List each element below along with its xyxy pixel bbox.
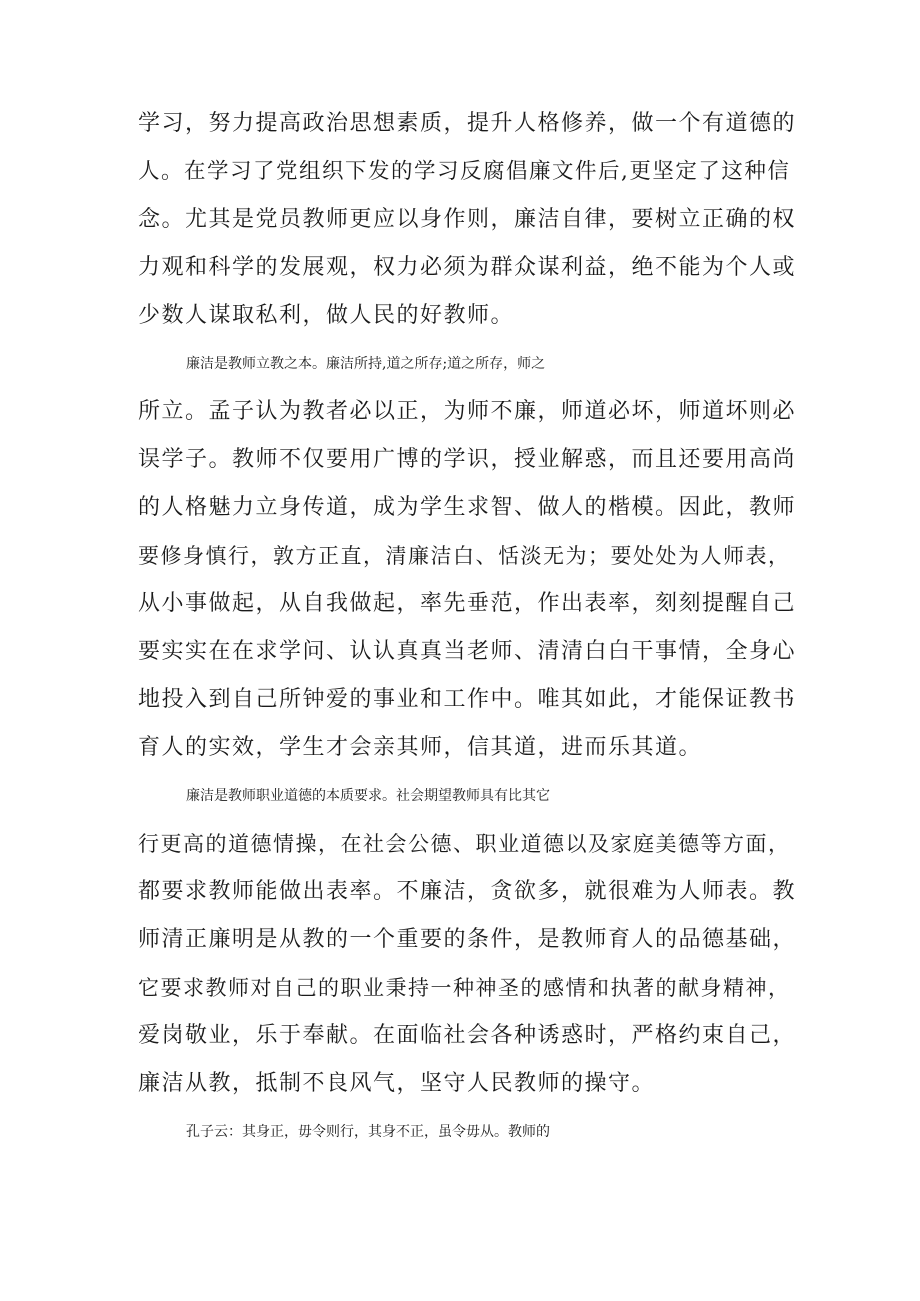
text-line: 都要求教师能做出表率。不廉洁，贪欲多，就很难为人师表。教 <box>138 879 797 904</box>
text-line: 所立。孟子认为教者必以正，为师不廉，师道必坏，师道坏则必 <box>138 399 797 424</box>
paragraph-first-line: 廉洁是教师立教之本。廉洁所持,道之所存;道之所存，师之 <box>186 356 546 372</box>
text-line: 少数人谋取私利，做人民的好教师。 <box>138 303 515 328</box>
text-line: 育人的实效，学生才会亲其师，信其道，进而乐其道。 <box>138 735 703 760</box>
text-line: 要实实在在求学问、认认真真当老师、清清白白干事情，全身心 <box>138 639 797 664</box>
text-line: 从小事做起，从自我做起，率先垂范，作出表率，刻刻提醒自己 <box>138 591 797 616</box>
text-line: 地投入到自己所钟爱的事业和工作中。唯其如此，才能保证教书 <box>138 687 797 712</box>
text-line: 力观和科学的发展观，权力必须为群众谋利益，绝不能为个人或 <box>138 255 797 280</box>
text-line: 廉洁从教，抵制不良风气，坚守人民教师的操守。 <box>138 1071 656 1096</box>
text-line: 行更高的道德情操，在社会公德、职业道德以及家庭美德等方面， <box>138 832 791 856</box>
text-line: 念。尤其是党员教师更应以身作则，廉洁自律，要树立正确的权 <box>138 207 797 232</box>
text-line: 它要求教师对自己的职业秉持一种神圣的感情和执著的献身精神， <box>138 976 791 1000</box>
paragraph-first-line: 孔子云：其身正，毋令则行，其身不正，虽令毋从。教师的 <box>186 1124 550 1140</box>
text-line: 人。在学习了党组织下发的学习反腐倡廉文件后,更坚定了这种信 <box>138 159 791 184</box>
text-line: 要修身慎行，敦方正直，清廉洁白、恬淡无为；要处处为人师表， <box>138 544 791 568</box>
text-line: 爱岗敬业，乐于奉献。在面临社会各种诱惑时，严格约束自己， <box>138 1023 797 1048</box>
text-line: 学习，努力提高政治思想素质，提升人格修养，做一个有道德的 <box>138 111 797 136</box>
text-line: 师清正廉明是从教的一个重要的条件，是教师育人的品德基础， <box>138 927 797 952</box>
paragraph-first-line: 廉洁是教师职业道德的本质要求。社会期望教师具有比其它 <box>186 788 550 804</box>
text-line: 的人格魅力立身传道，成为学生求智、做人的楷模。因此，教师 <box>138 495 797 520</box>
text-line: 误学子。教师不仅要用广博的学识，授业解惑，而且还要用高尚 <box>138 447 797 472</box>
